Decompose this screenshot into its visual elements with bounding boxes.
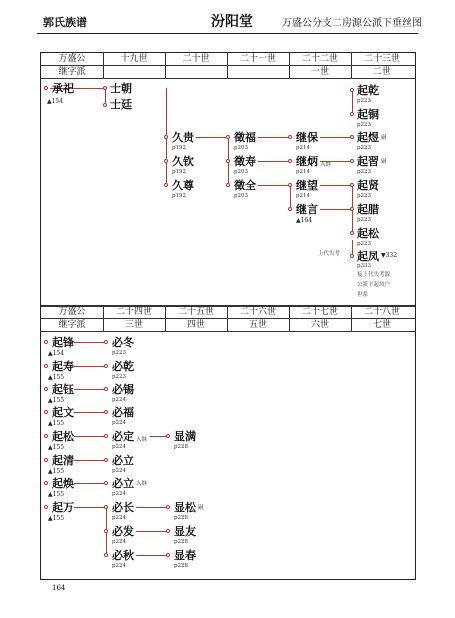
person-page: p203 [234, 169, 249, 175]
person-name: 显满 [174, 430, 196, 443]
person-page: p223 [357, 145, 372, 151]
person-page: p223 [357, 98, 372, 104]
connector-line [136, 507, 168, 508]
connector-line [74, 507, 106, 508]
header-cell: 七世 [372, 320, 391, 330]
person-name: 必立 [112, 454, 134, 467]
connector-line [320, 185, 352, 186]
person-name: 起铜 [357, 108, 379, 121]
node-dot [166, 505, 170, 509]
header-cell: 二十三世 [363, 54, 400, 64]
header-cell: 二十一世 [239, 54, 276, 64]
person-name: 必立 [112, 477, 134, 490]
person-name: 必乾 [112, 360, 134, 373]
person-page: p223 [112, 350, 127, 356]
person-note: 入继 [136, 437, 148, 443]
connector-line [258, 137, 290, 138]
person-name: 显友 [174, 525, 196, 538]
node-dot [164, 159, 168, 163]
node-dot [104, 529, 108, 533]
header-cell: 继字派 [58, 320, 86, 330]
person-page: p203 [234, 145, 249, 151]
header-cell: 三世 [124, 320, 143, 330]
node-dot [350, 88, 354, 92]
person-page: p228 [174, 444, 189, 450]
header-cell: 二世 [372, 67, 391, 77]
node-dot [166, 434, 170, 438]
node-dot [103, 103, 107, 107]
person-name: 起凤 [357, 250, 379, 263]
person-name: 起清 [52, 454, 74, 467]
node-dot [104, 458, 108, 462]
person-name: 起文 [52, 406, 74, 419]
person-name: 起寿 [52, 360, 74, 373]
node-dot [350, 183, 354, 187]
node-dot [44, 86, 48, 90]
book-title: 郭氏族谱 [43, 16, 87, 29]
connector-line [352, 185, 353, 209]
header-cell: 万盛公 [58, 307, 86, 317]
footnote-line: 公派下起凤户 [357, 282, 391, 288]
page-header [0, 0, 455, 40]
person-page: p214 [296, 169, 311, 175]
person-name: 承祀 [52, 82, 74, 95]
node-dot [350, 159, 354, 163]
person-page: p214 [296, 193, 311, 199]
node-dot [44, 340, 48, 344]
node-dot [104, 505, 108, 509]
connector-line [290, 185, 291, 209]
node-dot [166, 529, 170, 533]
node-dot [164, 135, 168, 139]
person-mark: ▲155 [48, 420, 65, 427]
person-name: 起锋 [52, 336, 74, 349]
header-cell: 二十二世 [301, 54, 338, 64]
person-page: p223 [357, 169, 372, 175]
header-cell: 五世 [248, 320, 267, 330]
person-name: 必冬 [112, 336, 134, 349]
person-mark: ▲155 [48, 515, 65, 522]
person-name: 起松 [357, 227, 379, 240]
header-cell: 万盛公 [58, 54, 86, 64]
node-dot [166, 553, 170, 557]
header-cell: 二十五世 [177, 307, 214, 317]
person-page: p223 [357, 217, 372, 223]
person-note: 嗣 [381, 135, 387, 141]
person-page: p224 [112, 397, 127, 403]
header-cell: 六世 [310, 320, 329, 330]
header-cell: 二十世 [182, 54, 210, 64]
person-name: 必长 [112, 501, 134, 514]
person-name: 必福 [112, 406, 134, 419]
node-dot [288, 135, 292, 139]
person-mark: ▲155 [48, 491, 65, 498]
person-name: 士廷 [110, 98, 132, 111]
header-cell: 二十六世 [239, 307, 276, 317]
person-page: p224 [112, 468, 127, 474]
lost-lineage-label: 上代失考 [318, 251, 341, 257]
connector-line [258, 161, 290, 162]
connector-line [74, 436, 106, 437]
node-dot [103, 86, 107, 90]
node-dot [350, 112, 354, 116]
header-rule [37, 33, 418, 34]
connector-line [136, 531, 168, 532]
person-page: p224 [112, 491, 127, 497]
person-page: p192 [172, 193, 187, 199]
person-note: 嗣 [381, 159, 387, 165]
person-name: 必锡 [112, 383, 134, 396]
node-dot [44, 434, 48, 438]
person-page: p214 [296, 145, 311, 151]
person-name: 士朝 [110, 82, 132, 95]
person-name: 起万 [52, 501, 74, 514]
person-page: p223 [357, 122, 372, 128]
person-name: 继保 [296, 131, 318, 144]
node-dot [104, 410, 108, 414]
header-cell [103, 66, 165, 79]
person-page: p192 [172, 145, 187, 151]
person-name: 起焕 [52, 477, 74, 490]
person-name: 久尊 [172, 179, 194, 192]
connector-line [320, 209, 352, 210]
person-mark: ▲155 [48, 374, 65, 381]
header-cell: 十九世 [120, 54, 148, 64]
person-page: p223 [357, 241, 372, 247]
connector-line [352, 209, 353, 233]
header-cell: 一世 [310, 67, 329, 77]
hall-name: 汾阳堂 [211, 14, 253, 30]
person-note: 入继 [136, 481, 148, 487]
node-dot [350, 254, 354, 258]
person-name: 继炳 [296, 155, 318, 168]
person-page: p224 [112, 563, 127, 569]
header-cell: 二十八世 [363, 307, 400, 317]
connector-line [166, 88, 167, 138]
node-dot [164, 183, 168, 187]
node-dot [104, 434, 108, 438]
header-cell: 继字派 [58, 67, 86, 77]
person-name: 起松 [52, 430, 74, 443]
node-dot [44, 505, 48, 509]
person-mark: ▲155 [48, 444, 65, 451]
person-page: p223 [357, 193, 372, 199]
person-page: p333 [357, 263, 372, 269]
person-name: 起煜 [357, 131, 379, 144]
person-name: 必发 [112, 525, 134, 538]
connector-line [74, 342, 106, 343]
node-dot [44, 410, 48, 414]
person-page: p224 [112, 515, 127, 521]
person-page: p203 [234, 193, 249, 199]
person-page: p192 [172, 169, 187, 175]
person-page: p228 [174, 563, 189, 569]
person-name: 继言 [296, 203, 318, 216]
person-name: 徵寿 [234, 155, 256, 168]
person-name: 起腊 [357, 203, 379, 216]
person-mark: ▲154 [47, 98, 64, 105]
connector-line [258, 185, 290, 186]
node-dot [104, 364, 108, 368]
node-dot [350, 231, 354, 235]
footnote-line: 世系 [357, 292, 369, 298]
person-name: 起钰 [52, 383, 74, 396]
header-cell: 二十七世 [301, 307, 338, 317]
connector-line [196, 137, 228, 138]
node-dot [288, 159, 292, 163]
person-mark: ▲155 [48, 468, 65, 475]
person-mark: ▼332 [381, 252, 398, 259]
person-name: 显春 [174, 549, 196, 562]
node-dot [350, 135, 354, 139]
connector-line [352, 90, 353, 114]
person-name: 必定 [112, 430, 134, 443]
node-dot [104, 481, 108, 485]
person-name: 徵全 [234, 179, 256, 192]
node-dot [44, 481, 48, 485]
header-cell [227, 66, 289, 79]
section-title: 万盛公分支二房源公派下垂丝图 [282, 18, 422, 29]
node-dot [226, 159, 230, 163]
person-name: 久钦 [172, 155, 194, 168]
person-mark: ▲154 [48, 350, 65, 357]
person-name: 久贵 [172, 131, 194, 144]
person-page: p224 [112, 444, 127, 450]
person-page: p224 [112, 420, 127, 426]
person-name: 徵福 [234, 131, 256, 144]
person-name: 起贤 [357, 179, 379, 192]
header-cell [165, 66, 227, 79]
person-page: p223 [112, 374, 127, 380]
node-dot [104, 340, 108, 344]
person-name: 显松 [174, 501, 196, 514]
node-dot [44, 387, 48, 391]
node-dot [44, 458, 48, 462]
node-dot [288, 183, 292, 187]
page-number: 164 [52, 584, 66, 592]
connector-line [136, 555, 168, 556]
person-page: p228 [174, 515, 189, 521]
person-page: p228 [174, 539, 189, 545]
person-note: 入继 [320, 162, 332, 168]
person-page: p224 [112, 539, 127, 545]
connector-line [74, 412, 106, 413]
footnote-line: 接上代失考源 [357, 272, 391, 278]
connector-line [74, 460, 106, 461]
node-dot [104, 387, 108, 391]
header-cell: 四世 [186, 320, 205, 330]
person-mark: ▲164 [296, 217, 313, 224]
node-dot [104, 553, 108, 557]
node-dot [226, 135, 230, 139]
person-name: 起乾 [357, 84, 379, 97]
person-name: 起習 [357, 155, 379, 168]
connector-line [74, 483, 106, 484]
connector-line [74, 389, 106, 390]
node-dot [288, 207, 292, 211]
person-name: 必秋 [112, 549, 134, 562]
connector-line [320, 137, 352, 138]
connector-line [74, 366, 106, 367]
node-dot [350, 207, 354, 211]
node-dot [226, 183, 230, 187]
person-mark: ▲155 [48, 397, 65, 404]
node-dot [44, 364, 48, 368]
person-note: 嗣 [198, 505, 204, 511]
header-cell: 二十四世 [115, 307, 152, 317]
person-name: 继望 [296, 179, 318, 192]
